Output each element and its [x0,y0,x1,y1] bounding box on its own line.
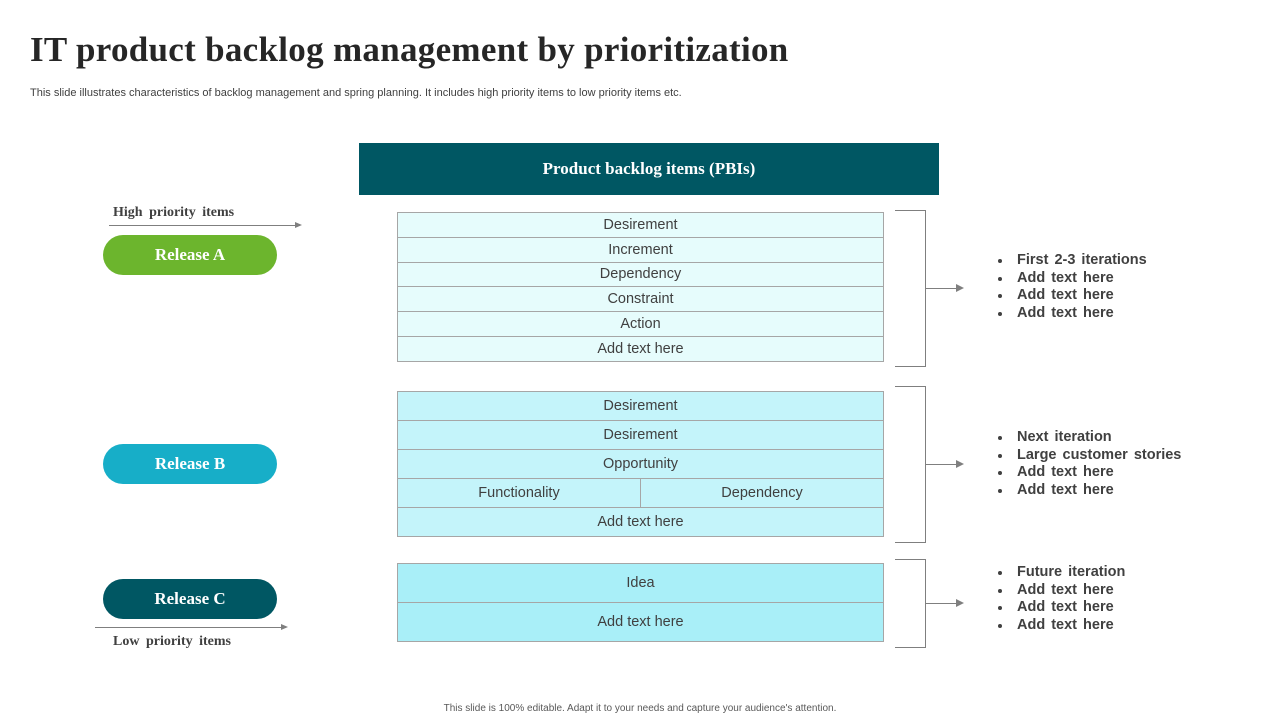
release-a-arrow [926,288,958,289]
release-c-badge: Release C [103,579,277,619]
release-b-notes [997,429,1181,500]
table-row: Action [397,311,884,337]
release-a-bracket [895,210,926,367]
release-c-notes [997,564,1125,635]
low-priority-label: Low priority items [113,634,231,649]
low-priority-arrow [95,627,286,628]
table-row: Desirement [397,391,884,421]
list-item: Add text here [997,305,1147,323]
list-item: Future iteration [997,564,1125,582]
list-item: Add text here [997,287,1147,305]
list-item: Add text here [997,617,1125,635]
release-b-badge: Release B [103,444,277,484]
release-a-table [397,212,884,362]
list-item: Add text here [997,482,1181,500]
page-subtitle: This slide illustrates characteristics of backlog management and spring planning. It includes high priority items to low priority items etc. [30,87,682,99]
release-b-bracket [895,386,926,543]
release-b-arrow [926,464,958,465]
table-row: Add text here [397,507,884,537]
list-item: Add text here [997,464,1181,482]
list-item: First 2-3 iterations [997,252,1147,270]
table-cell-functionality: Functionality [478,485,560,501]
release-c-bracket [895,559,926,648]
high-priority-arrow [109,225,300,226]
list-item: Add text here [997,270,1147,288]
list-item: Large customer stories [997,447,1181,465]
release-a-notes [997,252,1147,323]
table-row: Constraint [397,286,884,312]
page-title: IT product backlog management by prioritization [30,30,789,69]
table-row: Desirement [397,212,884,238]
release-c-arrow [926,603,958,604]
release-c-table [397,563,884,642]
table-row: Increment [397,237,884,263]
pbi-header: Product backlog items (PBIs) [359,143,939,195]
high-priority-label: High priority items [113,205,235,220]
table-row: Dependency [397,262,884,288]
table-row: Add text here [397,602,884,642]
table-row: Opportunity [397,449,884,479]
list-item: Add text here [997,599,1125,617]
table-row: Desirement [397,420,884,450]
table-cell-dependency: Dependency [640,479,883,507]
table-row-split [397,478,884,508]
table-row: Add text here [397,336,884,362]
release-b-table [397,391,884,537]
list-item: Add text here [997,582,1125,600]
table-row: Idea [397,563,884,603]
list-item: Next iteration [997,429,1181,447]
footer-note: This slide is 100% editable. Adapt it to your needs and capture your audience's attention. [443,703,837,714]
release-a-badge: Release A [103,235,277,275]
